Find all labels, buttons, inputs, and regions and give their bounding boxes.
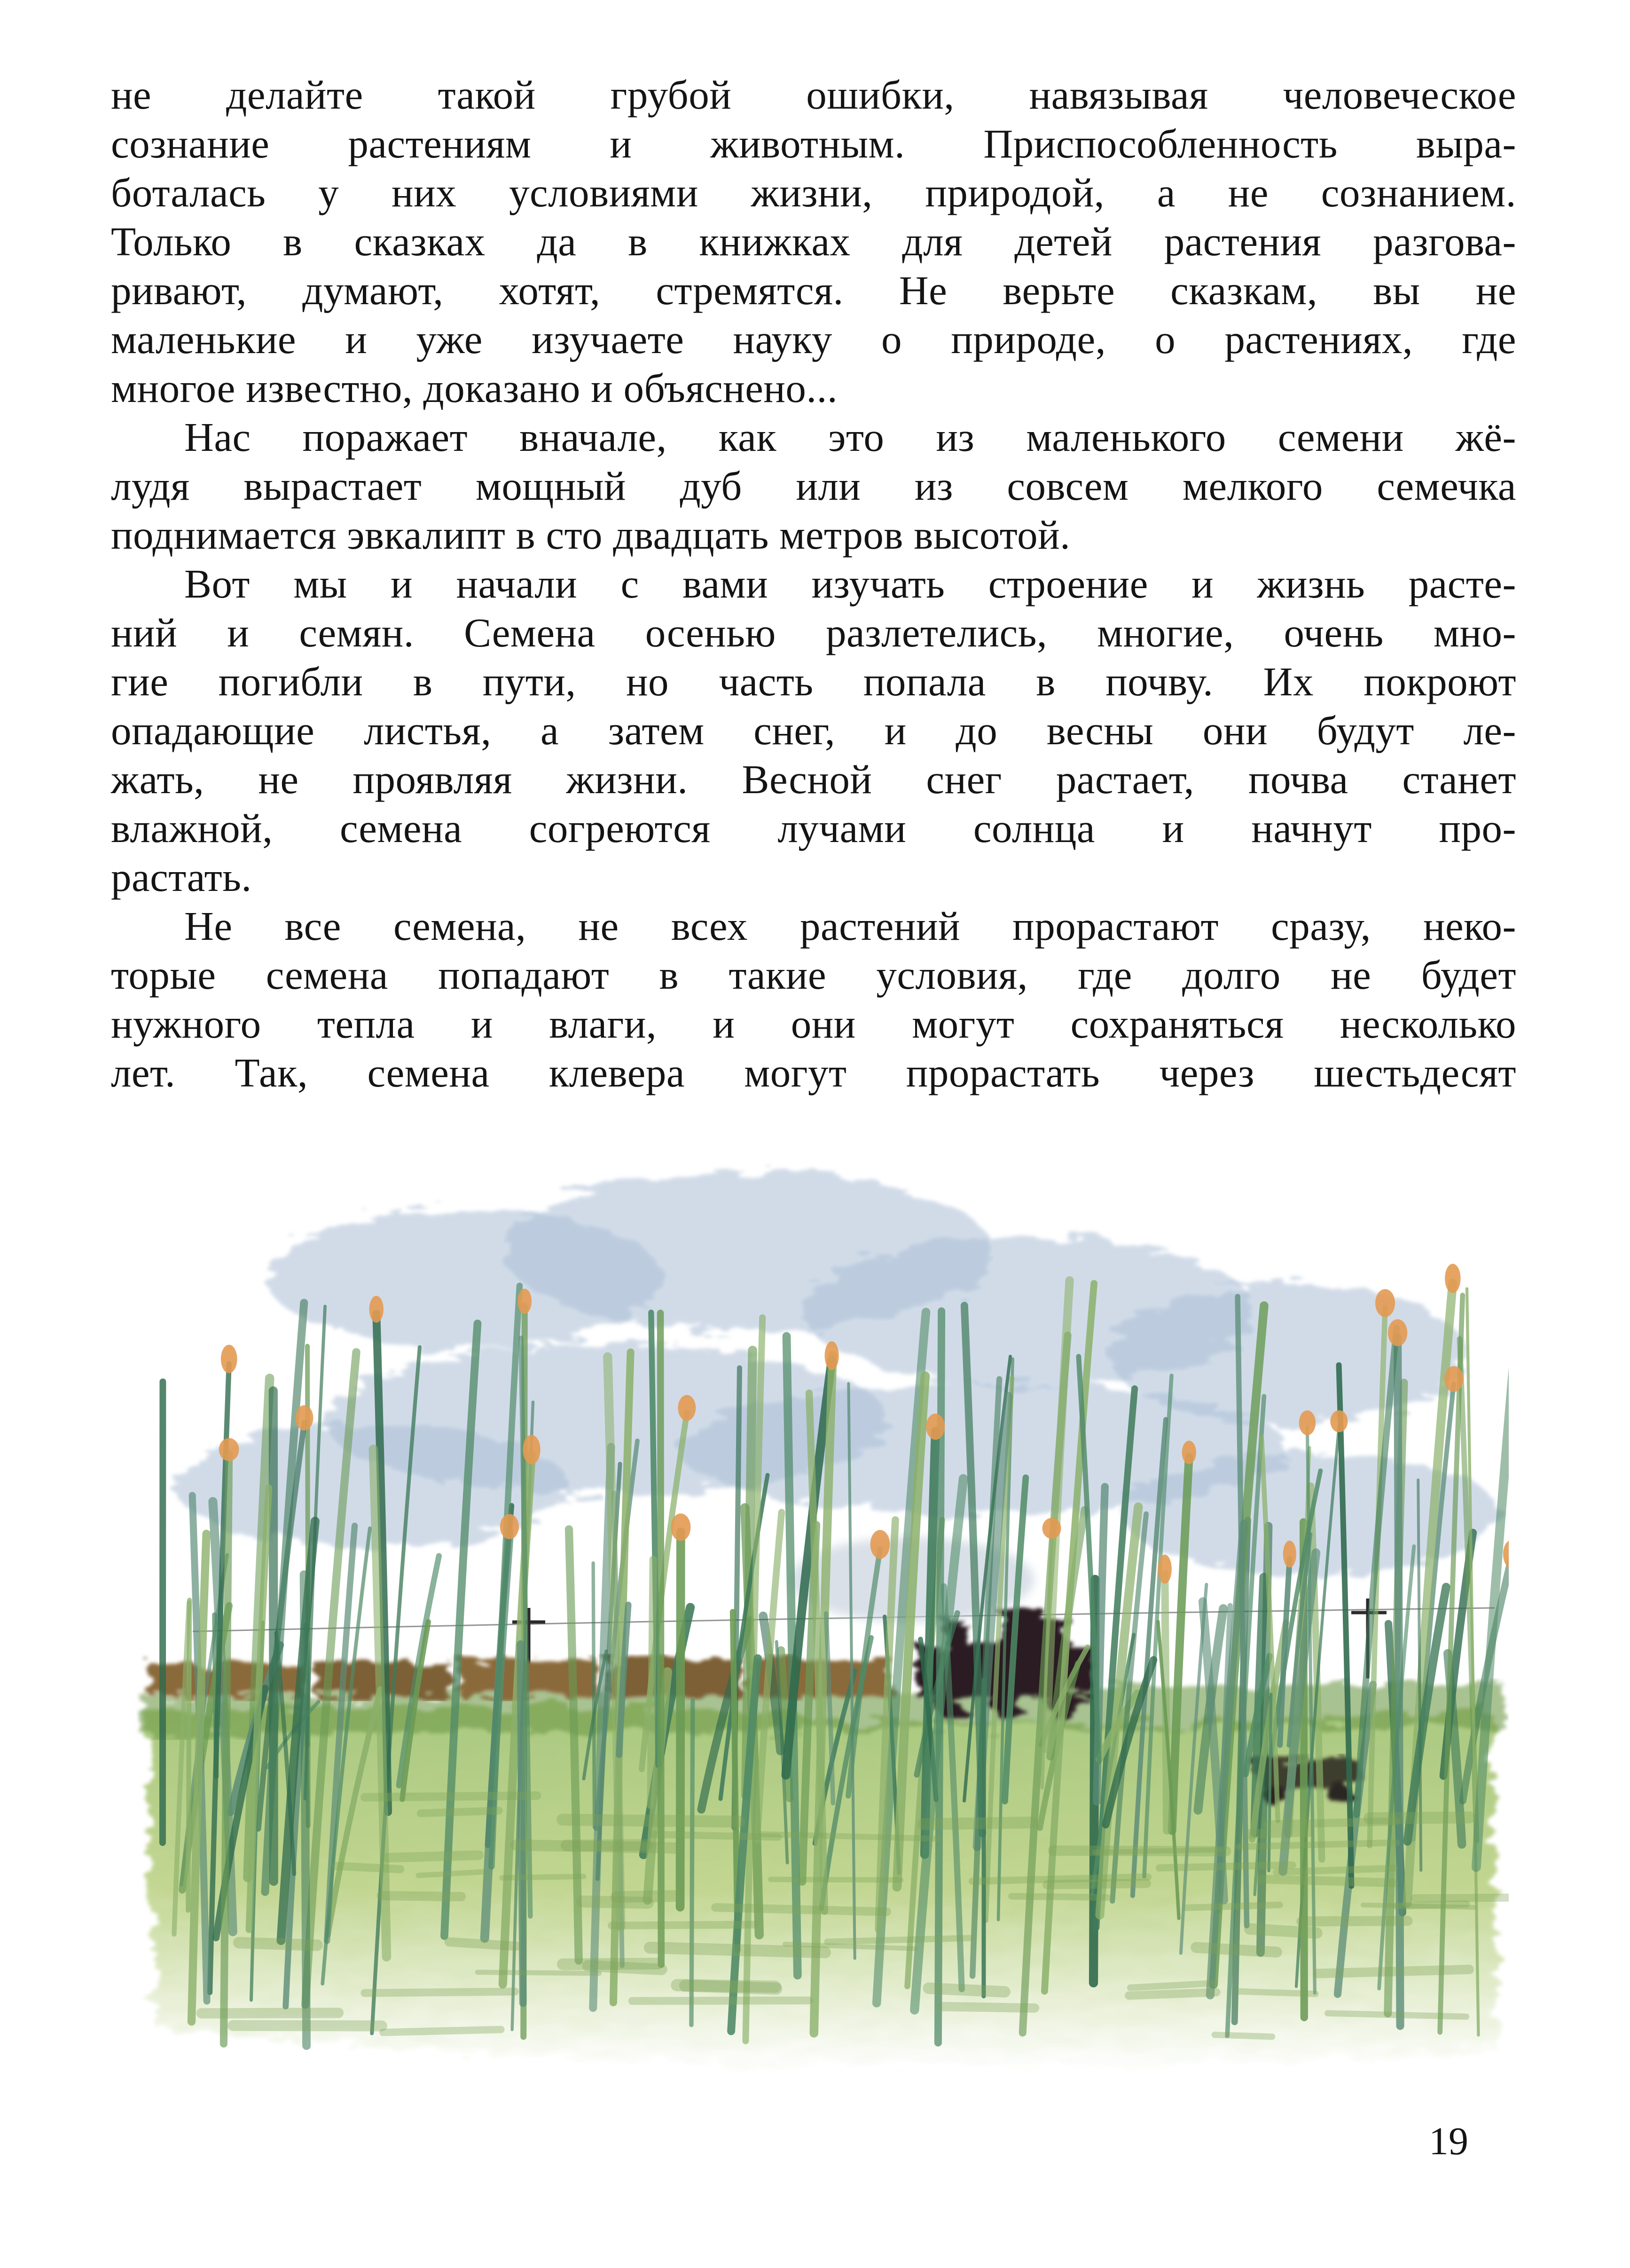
- text-line: сознание растениям и животным. Приспособленность выра-: [111, 121, 1516, 166]
- flower-head: [870, 1530, 890, 1559]
- grass-stroke: [923, 1822, 1032, 1824]
- grass-stroke: [617, 1896, 676, 1897]
- grass-stroke: [771, 1879, 901, 1880]
- grass-stroke: [1011, 1896, 1107, 1898]
- grass-stroke: [715, 1907, 887, 1912]
- grass-stroke: [1215, 2035, 1272, 2037]
- flower-head: [926, 1414, 945, 1440]
- text-line: гие погибли в пути, но часть попала в почву. Их покроют: [111, 659, 1516, 704]
- grass-stroke: [611, 1925, 754, 1926]
- flower-head: [1330, 1410, 1348, 1433]
- flower-head: [671, 1513, 690, 1541]
- grass-stroke: [827, 1938, 970, 1942]
- grass-stroke: [449, 1942, 516, 1946]
- text-line: ний и семян. Семена осенью разлетелись, многие, очень мно-: [111, 610, 1516, 655]
- text-line: растать.: [111, 854, 252, 900]
- paragraph-first-line: Вот мы и начали с вами изучать строение и жизнь расте-: [184, 561, 1516, 606]
- flower-head: [523, 1435, 540, 1465]
- grass-stroke: [365, 1796, 537, 1797]
- grass-stroke: [233, 2025, 382, 2026]
- flower-head: [1042, 1518, 1061, 1539]
- grass-stroke: [336, 1866, 400, 1869]
- grass-stroke: [1301, 1921, 1408, 1922]
- grass-stroke: [1186, 1905, 1280, 1908]
- grass-stroke: [1258, 1879, 1394, 1883]
- flower-head: [1388, 1319, 1407, 1346]
- grass-stroke: [1396, 1904, 1466, 1906]
- grass-stroke: [1160, 1865, 1293, 1868]
- text-line: ривают, думают, хотят, стремятся. Не верьте сказкам, вы не: [111, 268, 1516, 313]
- grass-stroke: [365, 1992, 515, 1993]
- grass-stroke: [652, 1835, 778, 1837]
- text-line: лудя вырастает мощный дуб или из совсем мелкого семечка: [111, 463, 1516, 509]
- text-line: поднимается эвкалипт в сто двадцать метров высотой.: [111, 512, 1071, 558]
- grass-stroke: [502, 1876, 583, 1878]
- grass-stroke: [942, 2007, 1035, 2008]
- text-line: жать, не проявляя жизни. Весной снег растает, почва станет: [111, 756, 1516, 802]
- text-line: влажной, семена согреются лучами солнца и начнут про-: [111, 805, 1516, 851]
- flower-head: [1283, 1541, 1296, 1568]
- text-line: боталась у них условиями жизни, природой, а не сознанием.: [111, 170, 1516, 215]
- text-line: маленькие и уже изучаете науку о природе, о растениях, где: [111, 316, 1516, 362]
- grass-stroke: [929, 1988, 1005, 1992]
- flower-head: [825, 1341, 839, 1370]
- grass-stroke: [650, 1948, 825, 1953]
- grass-stroke: [478, 1972, 599, 1973]
- grass-stroke: [239, 1943, 317, 1945]
- flower-head: [1158, 1555, 1172, 1584]
- grass-stroke: [381, 1896, 461, 1897]
- flower-head: [369, 1296, 384, 1323]
- text-line: лет. Так, семена клевера могут прорастать через шестьдесят: [111, 1050, 1516, 1095]
- grass-stroke: [1130, 1983, 1215, 1987]
- reed-stroke: [650, 1559, 653, 1805]
- reed-stroke: [520, 1644, 523, 2003]
- reed-stroke: [593, 1563, 595, 1827]
- grass-stroke: [1328, 2013, 1466, 2016]
- grass-stroke: [563, 1819, 739, 1821]
- flower-head: [296, 1405, 313, 1431]
- flower-head: [678, 1395, 696, 1421]
- grass-stroke: [1415, 1897, 1509, 1898]
- flower-head: [1299, 1410, 1316, 1435]
- flower-head: [221, 1345, 237, 1373]
- grass-stroke: [1268, 1821, 1396, 1824]
- grass-stroke: [1250, 1929, 1317, 1933]
- grass-stroke: [516, 1845, 677, 1848]
- grass-stroke: [1238, 1843, 1396, 1847]
- grass-stroke: [1129, 1992, 1216, 1995]
- flower-head: [500, 1514, 519, 1539]
- grass-stroke: [418, 1872, 486, 1875]
- meadow-train-illustration: [136, 1157, 1509, 2158]
- grass-stroke: [563, 1963, 658, 1964]
- reed-stroke: [188, 1600, 189, 1910]
- grass-stroke: [388, 1855, 479, 1858]
- paragraph-first-line: Нас поражает вначале, как это из маленького семени жё-: [184, 414, 1516, 460]
- flower-head: [1375, 1289, 1395, 1317]
- flower-head: [1444, 1366, 1463, 1392]
- illustration-canvas: [136, 1157, 1509, 2158]
- flower-head: [1445, 1264, 1460, 1293]
- page-number: 19: [1429, 2119, 1468, 2163]
- grass-stroke: [1239, 1992, 1316, 1994]
- reed-stroke: [304, 1575, 306, 2046]
- grass-stroke: [632, 2000, 809, 2001]
- text-line: Только в сказках да в книжках для детей растения разгова-: [111, 219, 1516, 264]
- body-text: [111, 71, 1516, 1097]
- text-line: многое известно, доказано и объяснено...: [111, 365, 838, 411]
- flower-head: [219, 1438, 239, 1461]
- text-line: нужного тепла и влаги, и они могут сохраняться несколько: [111, 1001, 1516, 1047]
- flower-head: [1182, 1441, 1196, 1464]
- text-line: торые семена попадают в такие условия, где долго не будет: [111, 952, 1516, 998]
- grass-stroke: [383, 2030, 501, 2032]
- grass-stroke: [1249, 1832, 1310, 1834]
- grass-stroke: [1276, 1868, 1395, 1872]
- reed-stroke: [224, 1454, 229, 2044]
- grass-stroke: [1196, 1947, 1277, 1952]
- grass-stroke: [1317, 1969, 1469, 1974]
- flower-head: [1503, 1540, 1509, 1568]
- reed-stroke: [660, 1313, 661, 1965]
- flower-head: [517, 1289, 532, 1314]
- grass-stroke: [1047, 1883, 1146, 1885]
- paragraph-first-line: Не все семена, не всех растений прорастают сразу, неко-: [184, 903, 1516, 949]
- text-line: не делайте такой грубой ошибки, навязывая человеческое: [111, 72, 1516, 118]
- grass-stroke: [421, 1811, 499, 1813]
- text-line: опадающие листья, а затем снег, и до весны они будут ле-: [111, 708, 1516, 753]
- grass-stroke: [677, 1985, 775, 1986]
- reed-stroke: [691, 1701, 693, 2025]
